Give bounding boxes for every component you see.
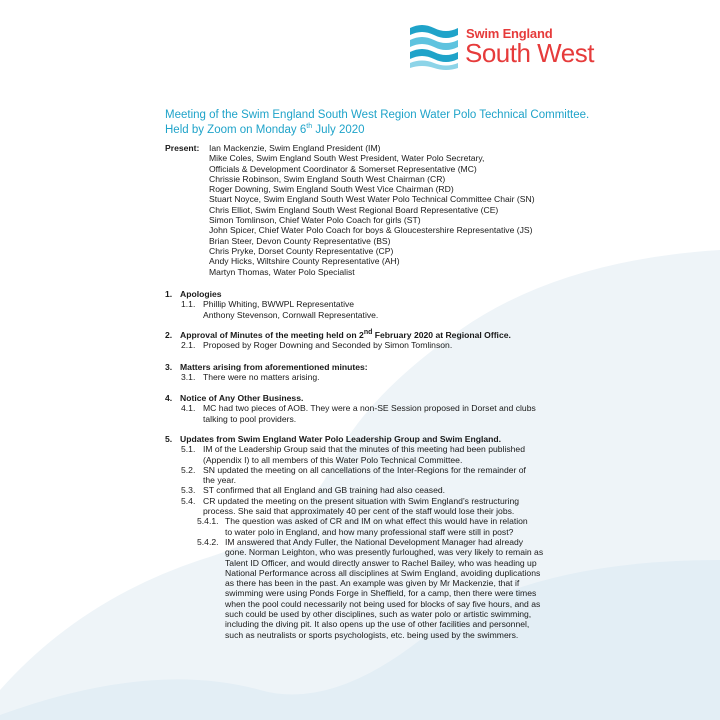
title-line-1: Meeting of the Swim England South West Region Water Polo Technical Committee. xyxy=(165,109,590,121)
present-section xyxy=(165,143,685,283)
list-item-continuation: talking to pool providers. xyxy=(203,413,297,424)
logo-brand-name: Swim England xyxy=(466,26,553,41)
list-item: 3.1. There were no matters arising. xyxy=(181,372,320,383)
sub-list-item-continuation: as there has been in the past. An example was given by Mr Mackenzie, that if xyxy=(225,578,520,589)
attendee-line: Chris Elliot, Swim England South West Regional Board Representative (CE) xyxy=(209,204,499,215)
list-item: 5.2. SN updated the meeting on all cancellations of the Inter-Regions for the remainder of xyxy=(181,464,526,475)
list-item: 4.1. MC had two pieces of AOB. They were a non-SE Session proposed in Dorset and clubs xyxy=(181,403,536,414)
sub-list-item-continuation: Talent ID Officer, and would directly answer to Rachel Bailey, who was heading up xyxy=(225,557,537,568)
sub-list-item-continuation: National Performance across all disciplines at Swim England, avoiding duplications xyxy=(225,567,541,578)
sub-list-item: 5.4.2. IM answered that Andy Fuller, the National Development Manager had already xyxy=(197,536,524,547)
section-heading: 2. Approval of Minutes of the meeting held on 2nd February 2020 at Regional Office. xyxy=(165,329,511,340)
list-item: 5.4. CR updated the meeting on the present situation with Swim England’s restructuring xyxy=(181,495,520,506)
attendee-line: Chris Pryke, Dorset County Representative (CP) xyxy=(209,245,394,256)
sub-list-item-continuation: swimming were using Ponds Forge in Sheffield, for a camp, then there were times xyxy=(225,588,537,599)
section-heading: 4. Notice of Any Other Business. xyxy=(165,393,304,403)
attendee-line: Andy Hicks, Wiltshire County Representative (AH) xyxy=(209,256,400,267)
attendee-line: Roger Downing, Swim England South West Vice Chairman (RD) xyxy=(209,184,454,195)
section-apologies xyxy=(165,289,378,320)
section-updates xyxy=(165,434,543,640)
attendee-line: Mike Coles, Swim England South West President, Water Polo Secretary, xyxy=(209,153,485,164)
attendee-line: Stuart Noyce, Swim England South West Water Polo Technical Committee Chair (SN) xyxy=(209,194,535,205)
swim-waves-logo-icon xyxy=(408,22,460,70)
section-any-other-business xyxy=(165,393,536,424)
sub-list-item-continuation: gone. Norman Leighton, who was presently furloughed, was very likely to remain as xyxy=(225,547,544,558)
attendee-line: Brian Steer, Devon County Representative (BS) xyxy=(209,235,391,246)
section-heading: 5. Updates from Swim England Water Polo Leadership Group and Swim England. xyxy=(165,434,502,444)
list-item-continuation: process. She said that approximately 40 per cent of the staff would lose their jobs. xyxy=(203,506,515,517)
sub-list-item-continuation: to water polo in England, and how many professional staff were still in post? xyxy=(225,526,514,537)
attendee-line: John Spicer, Chief Water Polo Coach for boys & Gloucestershire Representative (JS) xyxy=(209,225,533,236)
swim-england-south-west-logo xyxy=(408,22,608,70)
list-item-continuation: (Appendix I) to all members of this Water Polo Technical Committee. xyxy=(203,454,463,465)
section-approval-of-minutes xyxy=(165,330,511,351)
list-item: 5.1. IM of the Leadership Group said that the minutes of this meeting had been published xyxy=(181,444,525,455)
sub-list-item: 5.4.1. The question was asked of CR and IM on what effect this would have in relation xyxy=(197,516,528,527)
list-item: 5.3. ST confirmed that all England and GB training had also ceased. xyxy=(181,485,446,496)
sub-list-item-continuation: such could be used by other disciplines, such as water polo or artistic swimming, xyxy=(225,609,532,620)
attendee-line: Officials & Development Coordinator & Somerset Representative (MC) xyxy=(209,163,477,174)
section-heading: 3. Matters arising from aforementioned minutes: xyxy=(165,362,368,372)
list-item-continuation: Anthony Stevenson, Cornwall Representative. xyxy=(203,309,379,320)
list-item: 2.1. Proposed by Roger Downing and Seconded by Simon Tomlinson. xyxy=(181,340,453,351)
attendee-line: Chrissie Robinson, Swim England South West Chairman (CR) xyxy=(209,173,446,184)
list-item-continuation: the year. xyxy=(203,475,236,486)
present-label: Present: xyxy=(165,143,200,153)
section-matters-arising xyxy=(165,362,368,383)
sub-list-item-continuation: including the diving pit. It also opens up the use of other facilities and personnel, xyxy=(225,619,530,630)
title-line-2: Held by Zoom on Monday 6th July 2020 xyxy=(165,123,365,136)
attendee-line: Simon Tomlinson, Chief Water Polo Coach for girls (ST) xyxy=(209,215,421,226)
attendee-line: Martyn Thomas, Water Polo Specialist xyxy=(209,266,355,277)
sub-list-item-continuation: when the pool could necessarily not being used for blocks of say five hours, and as xyxy=(225,598,541,609)
attendee-list xyxy=(209,143,535,277)
sub-list-item-continuation: such as neutralists or sports psychologists, etc. being used by the swimmers. xyxy=(225,629,519,640)
section-heading: 1. Apologies xyxy=(165,289,222,299)
attendee-line: Ian Mackenzie, Swim England President (IM) xyxy=(209,143,381,153)
meeting-title xyxy=(165,108,589,138)
logo-region-name: South West xyxy=(465,38,594,68)
list-item: 1.1. Phillip Whiting, BWWPL Representative xyxy=(181,299,355,310)
